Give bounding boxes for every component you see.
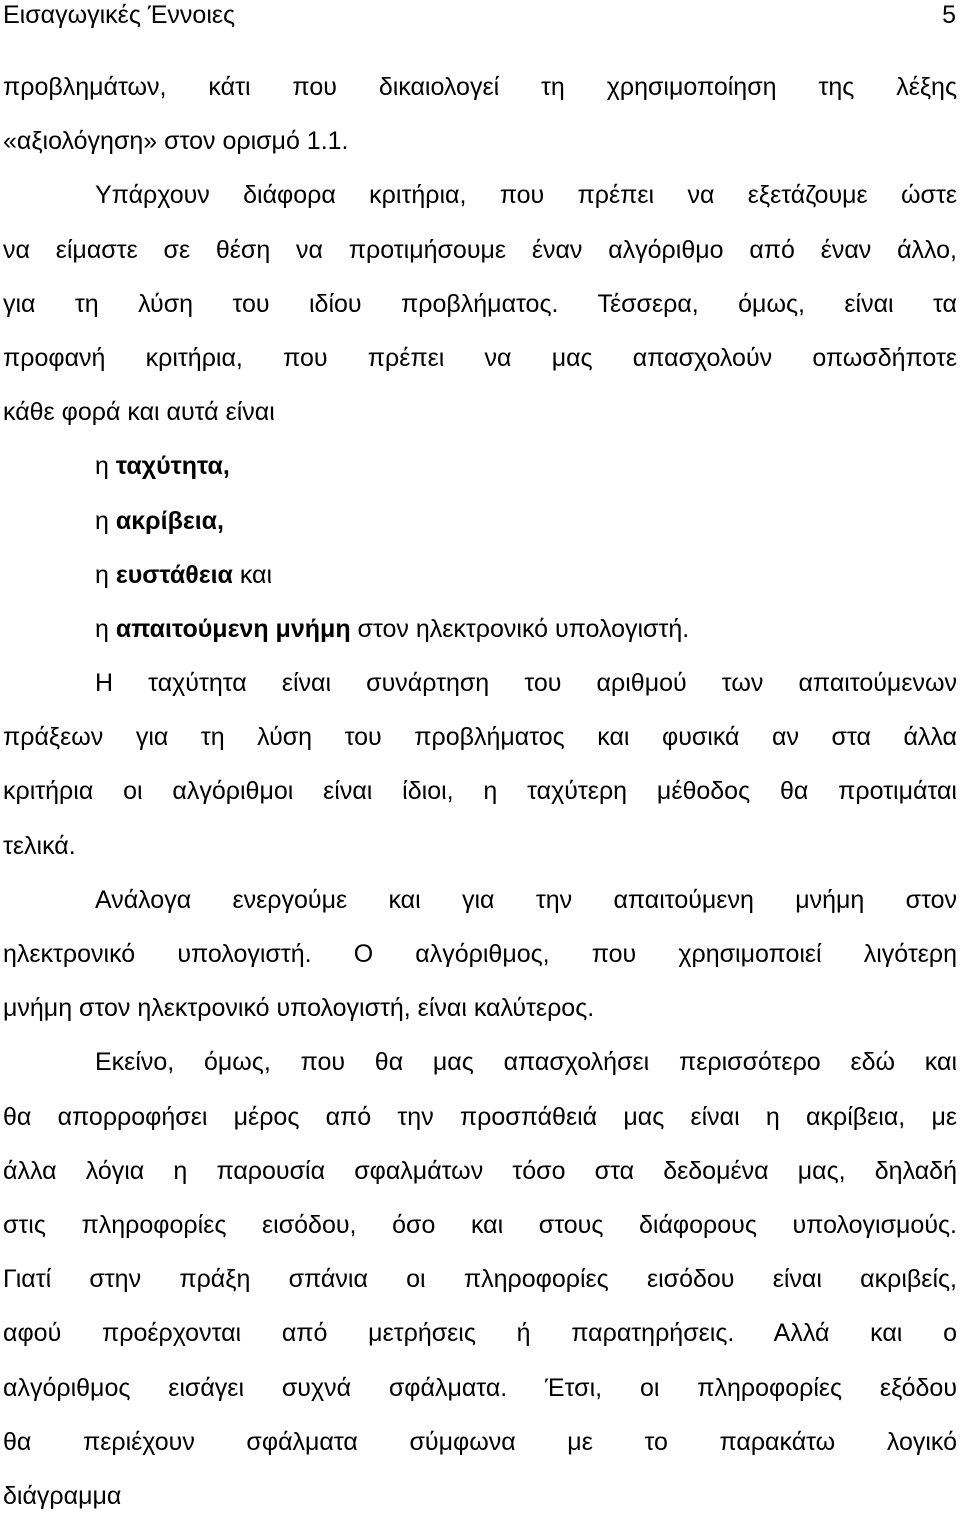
text-line: αλγόριθμος εισάγει συχνά σφάλματα. Έτσι, οι πληροφορίες εξόδου: [3, 1373, 957, 1402]
text-line: Γιατί στην πράξη σπάνια οι πληροφορίες εισόδου είναι ακριβείς,: [3, 1265, 957, 1294]
criteria-prefix: η: [95, 614, 116, 643]
text-line: θα περιέχουν σφάλματα σύμφωνα με το παρακάτω λογικό: [3, 1427, 957, 1456]
text-line: Εκείνο, όμως, που θα μας απασχολήσει περισσότερο εδώ και: [95, 1048, 957, 1077]
text-line: άλλα λόγια η παρουσία σφαλμάτων τόσο στα δεδομένα μας, δηλαδή: [3, 1156, 957, 1185]
criteria-prefix: η: [95, 560, 116, 589]
body-text: [3, 60, 957, 1523]
text-line: να είμαστε σε θέση να προτιμήσουμε έναν αλγόριθμο από έναν άλλο,: [3, 235, 957, 264]
text-line: αφού προέρχονται από μετρήσεις ή παρατηρήσεις. Αλλά και ο: [3, 1319, 957, 1348]
text-line: προβλημάτων, κάτι που δικαιολογεί τη χρησιμοποίηση της λέξης: [3, 73, 957, 101]
text-line: μνήμη στον ηλεκτρονικό υπολογιστή, είναι καλύτερος.: [3, 994, 595, 1023]
criteria-prefix: η: [95, 452, 116, 481]
criteria-term: ταχύτητα,: [115, 452, 230, 481]
criteria-item-stability: [3, 548, 957, 602]
page-header: [0, 0, 960, 30]
criteria-item-accuracy: [3, 494, 957, 548]
text-line: για τη λύση του ιδίου προβλήματος. Τέσσερα, όμως, είναι τα: [3, 289, 957, 318]
criteria-item-memory: [3, 602, 957, 656]
text-line: «αξιολόγηση» στον ορισμό 1.1.: [3, 127, 349, 156]
text-line: Ανάλογα ενεργούμε και για την απαιτούμενη μνήμη στον: [95, 885, 957, 914]
text-line: Υπάρχουν διάφορα κριτήρια, που πρέπει να εξετάζουμε ώστε: [95, 181, 957, 210]
text-line: κάθε φορά και αυτά είναι: [3, 398, 275, 427]
criteria-prefix: η: [95, 506, 116, 535]
text-line: διάγραμμα: [3, 1481, 122, 1510]
criteria-suffix: στον ηλεκτρονικό υπολογιστή.: [350, 614, 690, 643]
chapter-title: Εισαγωγικές Έννοιες: [3, 1, 236, 29]
text-line: κριτήρια οι αλγόριθμοι είναι ίδιοι, η ταχύτερη μέθοδος θα προτιμάται: [3, 777, 957, 806]
text-line: πράξεων για τη λύση του προβλήματος και φυσικά αν στα άλλα: [3, 723, 957, 752]
criteria-term: ευστάθεια: [115, 560, 233, 589]
criteria-suffix: και: [232, 560, 273, 589]
text-line: τελικά.: [3, 831, 76, 860]
criteria-term: ακρίβεια,: [115, 506, 224, 535]
text-line: Η ταχύτητα είναι συνάρτηση του αριθμού των απαιτούμενων: [95, 669, 957, 698]
page-number: 5: [942, 1, 956, 29]
text-line: θα απορροφήσει μέρος από την προσπάθειά μας είναι η ακρίβεια, με: [3, 1102, 957, 1131]
text-line: στις πληροφορίες εισόδου, όσο και στους διάφορους υπολογισμούς.: [3, 1210, 957, 1239]
text-line: ηλεκτρονικό υπολογιστή. Ο αλγόριθμος, που χρησιμοποιεί λιγότερη: [3, 940, 957, 968]
criteria-term: απαιτούμενη μνήμη: [115, 614, 351, 643]
text-line: προφανή κριτήρια, που πρέπει να μας απασχολούν οπωσδήποτε: [3, 343, 957, 372]
criteria-item-speed: [3, 439, 957, 493]
